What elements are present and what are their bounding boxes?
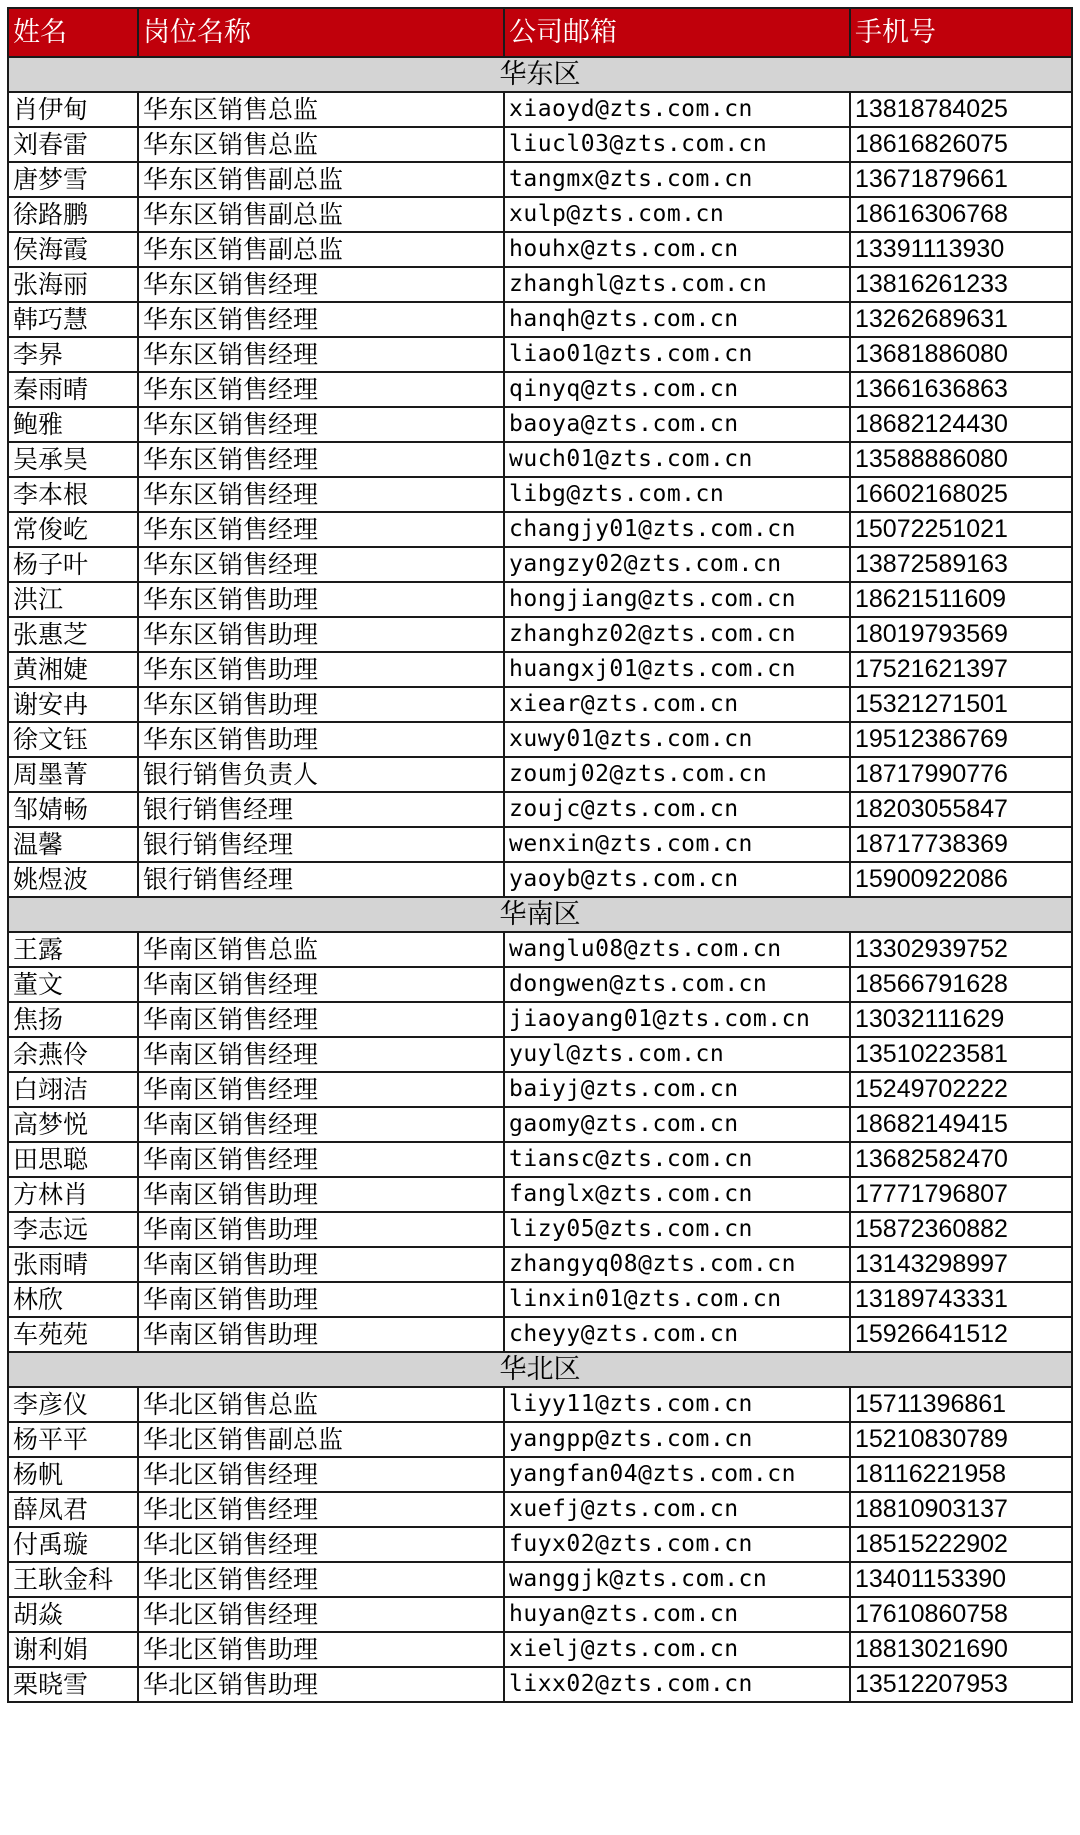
cell-name: 温馨	[8, 827, 138, 862]
table-row	[8, 1422, 1072, 1457]
cell-name: 鲍雅	[8, 407, 138, 442]
table-row	[8, 232, 1072, 267]
cell-name: 洪江	[8, 582, 138, 617]
cell-email: baoya@zts.com.cn	[504, 407, 850, 442]
cell-name: 白翊洁	[8, 1072, 138, 1107]
table-row	[8, 372, 1072, 407]
cell-position: 华东区销售副总监	[138, 232, 504, 267]
cell-name: 王露	[8, 932, 138, 967]
cell-position: 华南区销售经理	[138, 1037, 504, 1072]
cell-phone: 19512386769	[850, 722, 1072, 757]
cell-name: 邹婧畅	[8, 792, 138, 827]
cell-email: jiaoyang01@zts.com.cn	[504, 1002, 850, 1037]
section-row	[8, 897, 1072, 932]
table-row	[8, 1492, 1072, 1527]
cell-position: 华东区销售经理	[138, 547, 504, 582]
table-row	[8, 1597, 1072, 1632]
table-row	[8, 792, 1072, 827]
cell-position: 华北区销售经理	[138, 1562, 504, 1597]
cell-position: 华南区销售助理	[138, 1247, 504, 1282]
cell-position: 华东区销售经理	[138, 477, 504, 512]
table-row	[8, 1562, 1072, 1597]
table-row	[8, 1212, 1072, 1247]
cell-position: 华南区销售助理	[138, 1177, 504, 1212]
cell-position: 华东区销售经理	[138, 267, 504, 302]
cell-name: 李昦	[8, 337, 138, 372]
cell-position: 华东区销售经理	[138, 372, 504, 407]
cell-name: 田思聪	[8, 1142, 138, 1177]
cell-position: 华东区销售经理	[138, 407, 504, 442]
cell-phone: 15072251021	[850, 512, 1072, 547]
cell-phone: 13510223581	[850, 1037, 1072, 1072]
cell-phone: 13189743331	[850, 1282, 1072, 1317]
cell-email: wuch01@zts.com.cn	[504, 442, 850, 477]
cell-position: 华北区销售经理	[138, 1492, 504, 1527]
cell-position: 华东区销售助理	[138, 652, 504, 687]
cell-position: 银行销售经理	[138, 792, 504, 827]
cell-position: 华南区销售助理	[138, 1282, 504, 1317]
cell-position: 华东区销售经理	[138, 442, 504, 477]
cell-name: 黄湘婕	[8, 652, 138, 687]
cell-position: 华北区销售经理	[138, 1457, 504, 1492]
table-row	[8, 1317, 1072, 1352]
table-row	[8, 407, 1072, 442]
cell-position: 华北区销售助理	[138, 1667, 504, 1702]
cell-position: 华南区销售经理	[138, 1107, 504, 1142]
cell-position: 华东区销售助理	[138, 722, 504, 757]
cell-name: 栗晓雪	[8, 1667, 138, 1702]
table-row	[8, 1457, 1072, 1492]
cell-phone: 13671879661	[850, 162, 1072, 197]
cell-phone: 18717990776	[850, 757, 1072, 792]
cell-name: 焦扬	[8, 1002, 138, 1037]
cell-position: 华东区销售经理	[138, 512, 504, 547]
cell-email: tangmx@zts.com.cn	[504, 162, 850, 197]
header-email: 公司邮箱	[504, 8, 850, 57]
table-row	[8, 197, 1072, 232]
section-title: 华南区	[8, 897, 1072, 932]
cell-name: 付禹璇	[8, 1527, 138, 1562]
cell-phone: 15210830789	[850, 1422, 1072, 1457]
cell-email: changjy01@zts.com.cn	[504, 512, 850, 547]
cell-email: liucl03@zts.com.cn	[504, 127, 850, 162]
cell-email: zhanghz02@zts.com.cn	[504, 617, 850, 652]
cell-email: lizy05@zts.com.cn	[504, 1212, 850, 1247]
table-row	[8, 267, 1072, 302]
section-title: 华北区	[8, 1352, 1072, 1387]
cell-position: 华东区销售副总监	[138, 197, 504, 232]
cell-phone: 18813021690	[850, 1632, 1072, 1667]
cell-name: 方林肖	[8, 1177, 138, 1212]
header-phone: 手机号	[850, 8, 1072, 57]
cell-email: yuyl@zts.com.cn	[504, 1037, 850, 1072]
cell-position: 华北区销售经理	[138, 1527, 504, 1562]
cell-phone: 17610860758	[850, 1597, 1072, 1632]
table-row	[8, 302, 1072, 337]
cell-phone: 18019793569	[850, 617, 1072, 652]
cell-email: fanglx@zts.com.cn	[504, 1177, 850, 1212]
cell-phone: 13143298997	[850, 1247, 1072, 1282]
cell-email: xielj@zts.com.cn	[504, 1632, 850, 1667]
cell-email: zoujc@zts.com.cn	[504, 792, 850, 827]
cell-phone: 13032111629	[850, 1002, 1072, 1037]
cell-name: 张雨晴	[8, 1247, 138, 1282]
table-row	[8, 477, 1072, 512]
cell-phone: 18621511609	[850, 582, 1072, 617]
cell-name: 秦雨晴	[8, 372, 138, 407]
cell-position: 华北区销售经理	[138, 1597, 504, 1632]
section-row	[8, 57, 1072, 92]
table-row	[8, 92, 1072, 127]
cell-email: libg@zts.com.cn	[504, 477, 850, 512]
cell-position: 华东区销售经理	[138, 302, 504, 337]
table-row	[8, 1387, 1072, 1422]
cell-phone: 18682124430	[850, 407, 1072, 442]
cell-email: zhangyq08@zts.com.cn	[504, 1247, 850, 1282]
table-row	[8, 1177, 1072, 1212]
cell-name: 杨平平	[8, 1422, 138, 1457]
cell-phone: 15926641512	[850, 1317, 1072, 1352]
table-row	[8, 932, 1072, 967]
cell-email: xuwy01@zts.com.cn	[504, 722, 850, 757]
cell-email: yangzy02@zts.com.cn	[504, 547, 850, 582]
cell-phone: 18717738369	[850, 827, 1072, 862]
cell-email: houhx@zts.com.cn	[504, 232, 850, 267]
table-body	[8, 57, 1072, 1702]
cell-phone: 18616826075	[850, 127, 1072, 162]
cell-name: 徐文钰	[8, 722, 138, 757]
cell-position: 华北区销售助理	[138, 1632, 504, 1667]
cell-name: 侯海霞	[8, 232, 138, 267]
cell-name: 刘春雷	[8, 127, 138, 162]
cell-name: 李彦仪	[8, 1387, 138, 1422]
cell-phone: 15900922086	[850, 862, 1072, 897]
cell-name: 胡焱	[8, 1597, 138, 1632]
table-row	[8, 1072, 1072, 1107]
cell-phone: 13401153390	[850, 1562, 1072, 1597]
cell-position: 华南区销售助理	[138, 1212, 504, 1247]
cell-email: liyy11@zts.com.cn	[504, 1387, 850, 1422]
cell-name: 吴承昊	[8, 442, 138, 477]
cell-position: 华南区销售经理	[138, 967, 504, 1002]
cell-phone: 13302939752	[850, 932, 1072, 967]
cell-name: 董文	[8, 967, 138, 1002]
cell-position: 华北区销售总监	[138, 1387, 504, 1422]
table-row	[8, 757, 1072, 792]
table-row	[8, 547, 1072, 582]
cell-position: 华南区销售经理	[138, 1142, 504, 1177]
table-row	[8, 1282, 1072, 1317]
cell-position: 银行销售经理	[138, 862, 504, 897]
cell-position: 华北区销售副总监	[138, 1422, 504, 1457]
table-row	[8, 1247, 1072, 1282]
cell-email: zoumj02@zts.com.cn	[504, 757, 850, 792]
cell-name: 余燕伶	[8, 1037, 138, 1072]
cell-phone: 16602168025	[850, 477, 1072, 512]
table-row	[8, 722, 1072, 757]
table-row	[8, 1037, 1072, 1072]
cell-phone: 17521621397	[850, 652, 1072, 687]
cell-name: 林欣	[8, 1282, 138, 1317]
table-row	[8, 1002, 1072, 1037]
cell-position: 华东区销售经理	[138, 337, 504, 372]
cell-name: 唐梦雪	[8, 162, 138, 197]
cell-phone: 18116221958	[850, 1457, 1072, 1492]
cell-phone: 18616306768	[850, 197, 1072, 232]
cell-phone: 18566791628	[850, 967, 1072, 1002]
table-row	[8, 1142, 1072, 1177]
cell-name: 肖伊甸	[8, 92, 138, 127]
cell-email: yangfan04@zts.com.cn	[504, 1457, 850, 1492]
cell-phone: 18810903137	[850, 1492, 1072, 1527]
cell-name: 王耿金科	[8, 1562, 138, 1597]
cell-position: 华东区销售助理	[138, 687, 504, 722]
table-row	[8, 1632, 1072, 1667]
cell-name: 韩巧慧	[8, 302, 138, 337]
cell-name: 杨子叶	[8, 547, 138, 582]
cell-name: 张惠芝	[8, 617, 138, 652]
cell-phone: 13661636863	[850, 372, 1072, 407]
cell-name: 杨帆	[8, 1457, 138, 1492]
cell-name: 高梦悦	[8, 1107, 138, 1142]
cell-name: 谢利娟	[8, 1632, 138, 1667]
cell-phone: 15249702222	[850, 1072, 1072, 1107]
cell-phone: 13682582470	[850, 1142, 1072, 1177]
cell-email: zhanghl@zts.com.cn	[504, 267, 850, 302]
cell-email: hanqh@zts.com.cn	[504, 302, 850, 337]
cell-name: 车苑苑	[8, 1317, 138, 1352]
cell-phone: 13818784025	[850, 92, 1072, 127]
cell-email: baiyj@zts.com.cn	[504, 1072, 850, 1107]
cell-phone: 15321271501	[850, 687, 1072, 722]
cell-name: 李志远	[8, 1212, 138, 1247]
cell-email: yangpp@zts.com.cn	[504, 1422, 850, 1457]
table-row	[8, 652, 1072, 687]
cell-phone: 18203055847	[850, 792, 1072, 827]
cell-email: fuyx02@zts.com.cn	[504, 1527, 850, 1562]
cell-email: xiaoyd@zts.com.cn	[504, 92, 850, 127]
table-row	[8, 617, 1072, 652]
cell-email: huyan@zts.com.cn	[504, 1597, 850, 1632]
cell-email: xulp@zts.com.cn	[504, 197, 850, 232]
table-row	[8, 127, 1072, 162]
cell-phone: 13588886080	[850, 442, 1072, 477]
cell-name: 张海丽	[8, 267, 138, 302]
cell-position: 华东区销售助理	[138, 617, 504, 652]
table-row	[8, 162, 1072, 197]
cell-position: 银行销售经理	[138, 827, 504, 862]
table-row	[8, 687, 1072, 722]
cell-email: qinyq@zts.com.cn	[504, 372, 850, 407]
cell-position: 华南区销售总监	[138, 932, 504, 967]
cell-email: linxin01@zts.com.cn	[504, 1282, 850, 1317]
cell-position: 华东区销售总监	[138, 92, 504, 127]
cell-name: 李本根	[8, 477, 138, 512]
table-row	[8, 1667, 1072, 1702]
cell-email: huangxj01@zts.com.cn	[504, 652, 850, 687]
cell-email: dongwen@zts.com.cn	[504, 967, 850, 1002]
cell-position: 华南区销售助理	[138, 1317, 504, 1352]
cell-email: xiear@zts.com.cn	[504, 687, 850, 722]
header-name: 姓名	[8, 8, 138, 57]
cell-phone: 13816261233	[850, 267, 1072, 302]
cell-phone: 13391113930	[850, 232, 1072, 267]
cell-phone: 15872360882	[850, 1212, 1072, 1247]
cell-email: xuefj@zts.com.cn	[504, 1492, 850, 1527]
cell-email: gaomy@zts.com.cn	[504, 1107, 850, 1142]
cell-email: wanglu08@zts.com.cn	[504, 932, 850, 967]
cell-position: 华南区销售经理	[138, 1072, 504, 1107]
cell-name: 徐路鹏	[8, 197, 138, 232]
cell-name: 姚煜波	[8, 862, 138, 897]
table-row	[8, 967, 1072, 1002]
cell-name: 常俊屹	[8, 512, 138, 547]
table-row	[8, 862, 1072, 897]
contact-table	[7, 7, 1073, 1703]
table-row	[8, 1107, 1072, 1142]
cell-email: hongjiang@zts.com.cn	[504, 582, 850, 617]
cell-name: 薛凤君	[8, 1492, 138, 1527]
cell-phone: 15711396861	[850, 1387, 1072, 1422]
cell-email: yaoyb@zts.com.cn	[504, 862, 850, 897]
cell-email: wanggjk@zts.com.cn	[504, 1562, 850, 1597]
table-row	[8, 442, 1072, 477]
cell-phone: 18682149415	[850, 1107, 1072, 1142]
table-row	[8, 827, 1072, 862]
cell-email: lixx02@zts.com.cn	[504, 1667, 850, 1702]
header-row	[8, 8, 1072, 57]
cell-phone: 18515222902	[850, 1527, 1072, 1562]
header-position: 岗位名称	[138, 8, 504, 57]
cell-phone: 13262689631	[850, 302, 1072, 337]
contact-table-container	[7, 7, 1073, 1703]
cell-position: 华东区销售总监	[138, 127, 504, 162]
cell-email: liao01@zts.com.cn	[504, 337, 850, 372]
table-row	[8, 582, 1072, 617]
cell-phone: 13512207953	[850, 1667, 1072, 1702]
cell-position: 银行销售负责人	[138, 757, 504, 792]
cell-phone: 13872589163	[850, 547, 1072, 582]
table-row	[8, 512, 1072, 547]
cell-phone: 17771796807	[850, 1177, 1072, 1212]
cell-email: cheyy@zts.com.cn	[504, 1317, 850, 1352]
cell-email: wenxin@zts.com.cn	[504, 827, 850, 862]
cell-phone: 13681886080	[850, 337, 1072, 372]
cell-name: 周墨菁	[8, 757, 138, 792]
table-row	[8, 337, 1072, 372]
cell-position: 华东区销售副总监	[138, 162, 504, 197]
table-row	[8, 1527, 1072, 1562]
cell-email: tiansc@zts.com.cn	[504, 1142, 850, 1177]
section-title: 华东区	[8, 57, 1072, 92]
cell-position: 华东区销售助理	[138, 582, 504, 617]
cell-position: 华南区销售经理	[138, 1002, 504, 1037]
cell-name: 谢安冉	[8, 687, 138, 722]
section-row	[8, 1352, 1072, 1387]
